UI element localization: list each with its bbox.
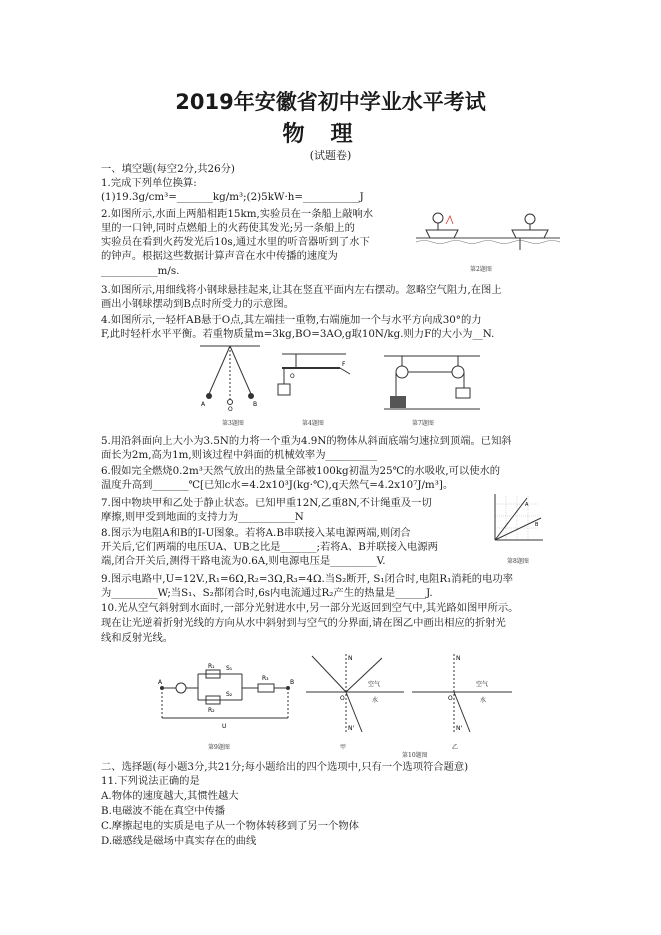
q3-line-1: 3.如图所示,用细线将小钢球悬挂起来,让其在竖直平面内左右摆动。忽略空气阻力,在图上: [101, 284, 502, 296]
subject-title: 物理: [282, 122, 379, 147]
figure-7-pulleys: [384, 352, 480, 410]
jia-label-n: N: [348, 655, 353, 662]
q2-line-4: 的钟声。根据这些数据计算声音在水中传播的速度为: [101, 250, 338, 262]
q8-line-2: 开关后,它们两端的电压UA、UB之比是_______;若将A、B并联接入电源两: [101, 541, 438, 553]
jia-label-water: 水: [372, 697, 379, 704]
q8-line-3: 端,闭合开关后,测得干路电流为0.6A,则电源电压是_________V.: [101, 555, 386, 567]
figure-3-pendulum: [195, 342, 265, 412]
q11-option-c: C.摩擦起电的实质是电子从一个物体转移到了另一个物体: [101, 820, 359, 832]
pendulum-label-b: B: [253, 401, 258, 408]
q8-line-1: 8.图示为电阻A和B的I-U图象。若将A.B串联接入某电源两端,则闭合: [101, 527, 411, 539]
yi-label-n-prime: N': [456, 725, 463, 732]
jia-label-o: O: [340, 695, 345, 702]
circuit-label-r1: R₁: [208, 663, 215, 670]
circuit-label-u: U: [222, 723, 227, 730]
lever-label-f: F: [342, 361, 346, 368]
figure-9-caption: 第9题图: [208, 744, 230, 751]
circuit-label-r2: R₂: [208, 707, 215, 714]
figure-8-iu-graph: [487, 492, 545, 554]
q5-line-2: 面长为2m,高为1m,则该过程中斜面的机械效率为__________: [101, 449, 378, 461]
jia-label-n-prime: N': [348, 725, 355, 732]
q5-line-1: 5.用沿斜面向上大小为3.5N的力将一个重为4.9N的物体从斜面底端匀速拉到顶端。已知斜: [101, 435, 512, 447]
q11-stem: 11.下列说法正确的是: [101, 775, 200, 787]
figure-4-caption: 第4题图: [302, 420, 324, 427]
q6-line-2: 温度升高到_______℃[已知c水=4.2x10³J(kg·℃),q天然气=4.2x10⁷J/m³]。: [101, 479, 454, 491]
figure-10-caption: 第10题图: [402, 752, 428, 759]
figure-10-jia: [306, 650, 404, 740]
iu-line-label-a: A: [525, 502, 529, 508]
yi-label-air: 空气: [476, 681, 489, 688]
circuit-label-s1: S₁: [226, 665, 233, 672]
pendulum-label-o: O: [228, 406, 233, 412]
figure-7-caption: 第7题图: [412, 420, 434, 427]
section2-heading: 二、选择题(每小题3分,共21分;每小题给出的四个选项中,只有一个选项符合题意): [101, 761, 469, 773]
q2-line-2: 里的一口钟,同时点燃船上的火药使其发光;另一条船上的: [101, 222, 355, 234]
q9-line-2: 为_________W;当S₁、S₂都闭合时,6s内电流通过R₂产生的热量是______J.: [101, 587, 433, 599]
q11-option-d: D.磁感线是磁场中真实存在的曲线: [101, 835, 257, 847]
exam-title: 2019年安徽省初中学业水平考试: [175, 90, 486, 114]
q10-line-1: 10.光从空气斜射到水面时,一部分光射进水中,另一部分光返回到空气中,其光路如图甲所示。: [101, 602, 519, 614]
figure-2-boats: [416, 200, 560, 262]
iu-line-label-b: B: [535, 522, 539, 528]
q4-line-2: F,此时轻杆水平平衡。若重物质量m=3kg,BO=3AO,g取10N/kg.则力F的大小为__N.: [101, 328, 495, 340]
figure-10-yi-label: 乙: [452, 744, 459, 751]
q7-line-1: 7.图中物块甲和乙处于静止状态。已知甲重12N,乙重8N,不计绳重及一切: [101, 497, 432, 509]
figure-8-caption: 第8题图: [507, 558, 529, 565]
circuit-label-a: A: [158, 679, 163, 686]
figure-2-caption: 第2题图: [470, 266, 492, 273]
figure-10-jia-label: 甲: [340, 744, 347, 751]
q2-line-1: 2.如图所示,水面上两船相距15km,实验员在一条船上敲响水: [101, 208, 374, 220]
circuit-label-b: B: [290, 679, 295, 686]
q11-option-a: A.物体的速度越大,其惯性越大: [101, 790, 239, 802]
circuit-label-r3: R₃: [262, 675, 269, 682]
circuit-label-s2: S₂: [226, 691, 233, 698]
section1-heading: 一、填空题(每空2分,共26分): [101, 163, 235, 175]
lever-label-o: O: [290, 373, 295, 380]
pendulum-label-a: A: [201, 401, 206, 408]
q7-line-2: 摩擦,则甲受到地面的支持力为___________N: [101, 511, 304, 523]
yi-label-o: O: [448, 695, 453, 702]
figure-10-yi: [412, 650, 512, 740]
yi-label-water: 水: [480, 697, 487, 704]
q1-line-2: (1)19.3g/cm³=_______kg/m³;(2)5kW·h=___________J: [101, 191, 364, 203]
q1-line-1: 1.完成下列单位换算:: [101, 177, 197, 189]
jia-label-air: 空气: [368, 681, 381, 688]
exam-subtitle: (试题卷): [309, 149, 352, 162]
q2-line-5: ___________m/s.: [101, 265, 180, 277]
figure-4-lever: [276, 352, 352, 412]
figure-9-circuit: [158, 660, 298, 735]
q11-option-b: B.电磁波不能在真空中传播: [101, 805, 226, 817]
q4-line-1: 4.如图所示,一轻杆AB悬于O点,其左端挂一重物,右端施加一个与水平方向成30°的力: [101, 314, 482, 326]
q6-line-1: 6.假如完全燃烧0.2m³天然气放出的热量全部被100kg初温为25℃的水吸收,可以使水的: [101, 465, 501, 477]
q10-line-2: 现在让光逆着折射光线的方向从水中斜射到与空气的分界面,请在图乙中画出相应的折射光: [101, 617, 506, 629]
q3-line-2: 画出小钢球摆动到B点时所受力的示意图。: [101, 298, 294, 310]
q2-line-3: 实验员在看到火药发光后10s,通过水里的听音器听到了水下: [101, 236, 370, 248]
figure-3-caption: 第3题图: [222, 420, 244, 427]
yi-label-n: N: [456, 655, 461, 662]
q9-line-1: 9.图示电路中,U=12V.,R₁=6Ω,R₂=3Ω,R₃=4Ω.当S₂断开, S₁闭合时,电阻R₁消耗的电功率: [101, 573, 513, 585]
q10-line-3: 线和反射光线。: [101, 632, 174, 644]
